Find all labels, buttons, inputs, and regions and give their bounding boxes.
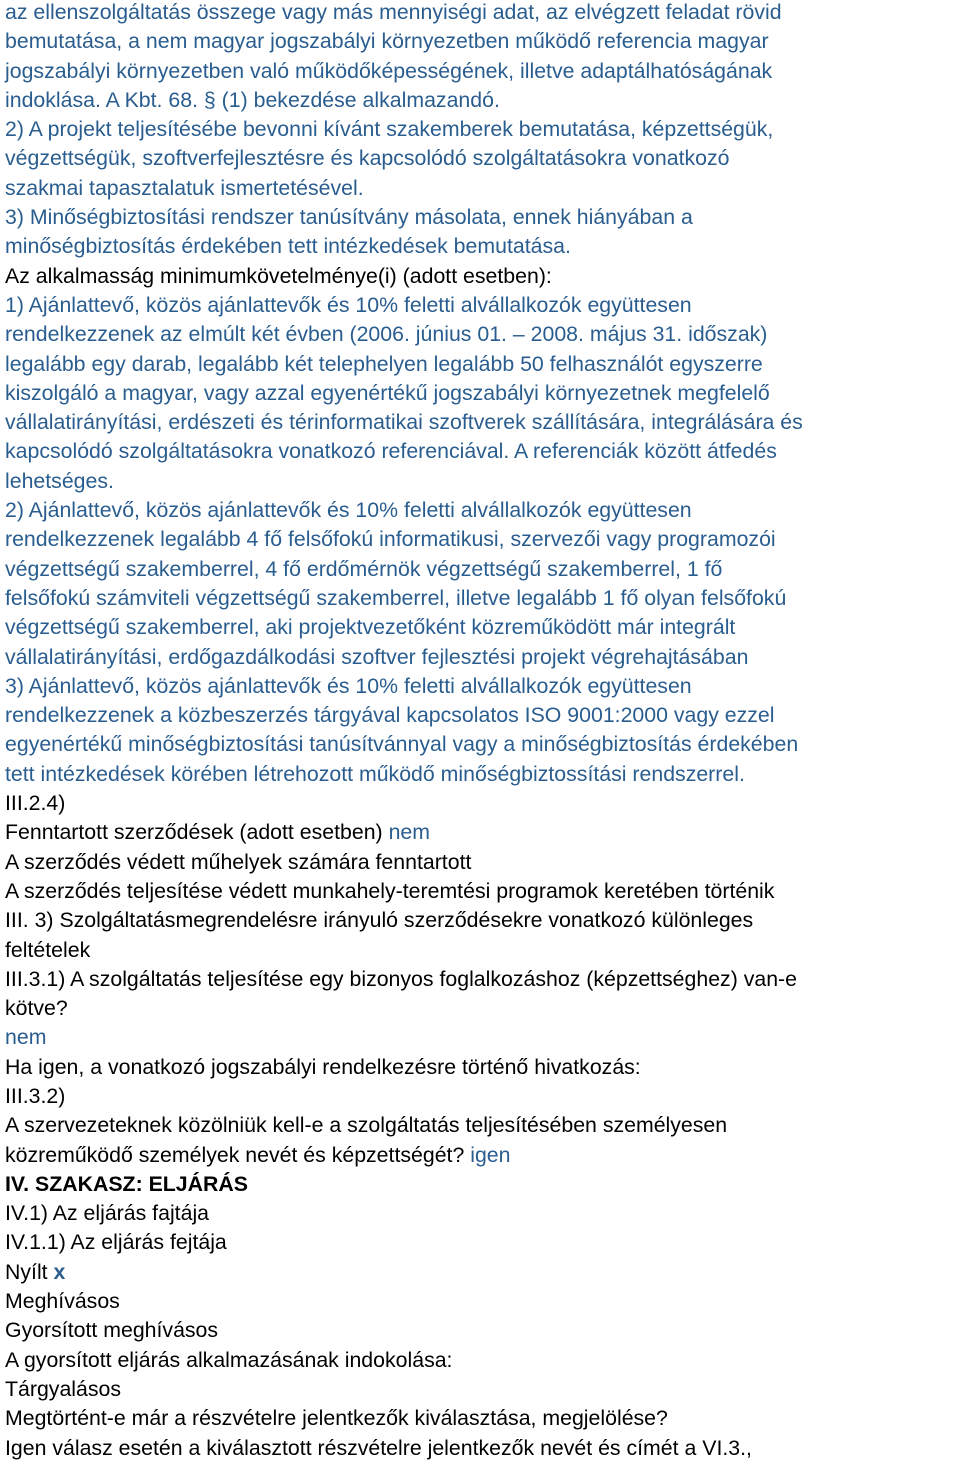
text-line bbox=[5, 144, 957, 173]
text-line bbox=[5, 730, 957, 759]
text-segment: Az alkalmasság minimumkövetelménye(i) (adott esetben): bbox=[5, 263, 552, 288]
text-segment: III. 3) Szolgáltatásmegrendelésre irányuló szerződésekre vonatkozó különleges bbox=[5, 908, 754, 933]
text-segment: IV.1.1) Az eljárás fejtája bbox=[5, 1230, 227, 1255]
text-segment: igen bbox=[470, 1142, 511, 1167]
text-line bbox=[5, 1287, 957, 1316]
text-line bbox=[5, 86, 957, 115]
text-line bbox=[5, 1404, 957, 1433]
text-segment: III.3.1) A szolgáltatás teljesítése egy bizonyos foglalkozáshoz (képzettséghez) van-e bbox=[5, 966, 797, 991]
text-line bbox=[5, 525, 957, 554]
text-segment: Meghívásos bbox=[5, 1289, 120, 1314]
text-line bbox=[5, 1023, 957, 1052]
text-segment: A gyorsított eljárás alkalmazásának indokolása: bbox=[5, 1347, 453, 1372]
text-segment: IV.1) Az eljárás fajtája bbox=[5, 1201, 210, 1226]
text-segment: közreműködő személyek nevét és képzettségét? bbox=[5, 1142, 471, 1167]
text-segment: A szerződés védett műhelyek számára fenntartott bbox=[5, 849, 472, 874]
text-line bbox=[5, 496, 957, 525]
text-line bbox=[5, 467, 957, 496]
text-segment: 1) Ajánlattevő, közös ajánlattevők és 10% feletti alvállalkozók együttesen bbox=[5, 292, 692, 317]
text-line bbox=[5, 848, 957, 877]
text-segment: Fenntartott szerződések (adott esetben) bbox=[5, 820, 389, 845]
text-line bbox=[5, 1346, 957, 1375]
text-segment: minőségbiztosítás érdekében tett intézkedések bemutatása. bbox=[5, 234, 571, 259]
text-segment: legalább egy darab, legalább két telephelyen legalább 50 felhasználót egyszerre bbox=[5, 351, 763, 376]
text-line bbox=[5, 437, 957, 466]
text-segment: Ha igen, a vonatkozó jogszabályi rendelkezésre történő hivatkozás: bbox=[5, 1054, 641, 1079]
text-segment: Igen válasz esetén a kiválasztott részvételre jelentkezők nevét és címét a VI.3., bbox=[5, 1435, 752, 1460]
text-segment: 2) Ajánlattevő, közös ajánlattevők és 10% feletti alvállalkozók együttesen bbox=[5, 498, 692, 523]
text-line bbox=[5, 1111, 957, 1140]
text-line bbox=[5, 701, 957, 730]
text-line bbox=[5, 57, 957, 86]
text-line bbox=[5, 291, 957, 320]
text-segment: III.3.2) bbox=[5, 1083, 66, 1108]
text-line bbox=[5, 408, 957, 437]
text-line bbox=[5, 818, 957, 847]
text-segment: felsőfokú számviteli végzettségű szakemberrel, illetve legalább 1 fő olyan felsőfokú bbox=[5, 585, 787, 610]
text-line bbox=[5, 1199, 957, 1228]
text-line bbox=[5, 672, 957, 701]
text-segment: feltételek bbox=[5, 937, 91, 962]
text-segment: kiszolgáló a magyar, vagy azzal egyenértékű jogszabályi környezetnek megfelelő bbox=[5, 380, 770, 405]
text-line bbox=[5, 203, 957, 232]
text-line bbox=[5, 27, 957, 56]
text-segment: A szerződés teljesítése védett munkahely-teremtési programok keretében történik bbox=[5, 878, 775, 903]
text-segment: végzettségű szakemberrel, aki projektvezetőként közreműködött már integrált bbox=[5, 615, 736, 640]
text-segment: kapcsolódó szolgáltatásokra vonatkozó referenciával. A referenciák között átfedés bbox=[5, 439, 777, 464]
text-line bbox=[5, 906, 957, 935]
text-line bbox=[5, 350, 957, 379]
text-segment: rendelkezzenek legalább 4 fő felsőfokú informatikusi, szervezői vagy programozói bbox=[5, 527, 776, 552]
text-line bbox=[5, 613, 957, 642]
text-line bbox=[5, 1170, 957, 1199]
text-segment: vállalatirányítási, erdőgazdálkodási szoftver fejlesztési projekt végrehajtásában bbox=[5, 644, 749, 669]
text-line bbox=[5, 1053, 957, 1082]
text-line bbox=[5, 877, 957, 906]
text-line bbox=[5, 1082, 957, 1111]
text-segment: Gyorsított meghívásos bbox=[5, 1318, 219, 1343]
text-segment: kötve? bbox=[5, 996, 68, 1021]
text-segment: végzettségük, szoftverfejlesztésre és kapcsolódó szolgáltatásokra vonatkozó bbox=[5, 146, 730, 171]
text-segment: végzettségű szakemberrel, 4 fő erdőmérnök végzettségű szakemberrel, 1 fő bbox=[5, 556, 723, 581]
text-line bbox=[5, 584, 957, 613]
text-line bbox=[5, 262, 957, 291]
text-segment: rendelkezzenek az elmúlt két évben (2006. június 01. – 2008. május 31. időszak) bbox=[5, 322, 768, 347]
text-line bbox=[5, 760, 957, 789]
text-line bbox=[5, 115, 957, 144]
text-segment: jogszabályi környezetben való működőképességének, illetve adaptálhatóságának bbox=[5, 58, 773, 83]
text-segment: lehetséges. bbox=[5, 468, 114, 493]
text-segment: Nyílt bbox=[5, 1259, 54, 1284]
text-segment: Tárgyalásos bbox=[5, 1376, 121, 1401]
text-line bbox=[5, 936, 957, 965]
text-segment: bemutatása, a nem magyar jogszabályi környezetben működő referencia magyar bbox=[5, 29, 769, 54]
text-segment: Megtörtént-e már a részvételre jelentkezők kiválasztása, megjelölése? bbox=[5, 1406, 668, 1431]
text-segment: 2) A projekt teljesítésébe bevonni kívánt szakemberek bemutatása, képzettségük, bbox=[5, 117, 774, 142]
text-line bbox=[5, 232, 957, 261]
text-segment: A szervezeteknek közölniük kell-e a szolgáltatás teljesítésében személyesen bbox=[5, 1113, 728, 1138]
text-segment: 3) Minőségbiztosítási rendszer tanúsítvány másolata, ennek hiányában a bbox=[5, 205, 693, 230]
text-segment: x bbox=[53, 1259, 66, 1284]
text-line bbox=[5, 1228, 957, 1257]
text-segment: rendelkezzenek a közbeszerzés tárgyával kapcsolatos ISO 9001:2000 vagy ezzel bbox=[5, 703, 775, 728]
text-segment: III.2.4) bbox=[5, 791, 66, 816]
text-segment: vállalatirányítási, erdészeti és térinformatikai szoftverek szállítására, integrálására és bbox=[5, 410, 803, 435]
text-segment: szakmai tapasztalatuk ismertetésével. bbox=[5, 175, 364, 200]
text-line bbox=[5, 320, 957, 349]
text-segment: egyenértékű minőségbiztosítási tanúsítvánnyal vagy a minőségbiztosítás érdekében bbox=[5, 732, 799, 757]
text-line bbox=[5, 994, 957, 1023]
document-page bbox=[5, 0, 957, 1463]
text-segment: tett intézkedések körében létrehozott működő minőségbiztossítási rendszerrel. bbox=[5, 761, 745, 786]
text-line bbox=[5, 555, 957, 584]
text-segment: nem bbox=[388, 820, 430, 845]
text-segment: indoklása. A Kbt. 68. § (1) bekezdése alkalmazandó. bbox=[5, 87, 500, 112]
text-line bbox=[5, 1375, 957, 1404]
text-segment: IV. SZAKASZ: ELJÁRÁS bbox=[5, 1171, 248, 1196]
text-line bbox=[5, 379, 957, 408]
text-segment: az ellenszolgáltatás összege vagy más mennyiségi adat, az elvégzett feladat rövid bbox=[5, 0, 782, 24]
text-line bbox=[5, 174, 957, 203]
text-line bbox=[5, 1141, 957, 1170]
text-line bbox=[5, 789, 957, 818]
text-line bbox=[5, 0, 957, 27]
text-segment: 3) Ajánlattevő, közös ajánlattevők és 10% feletti alvállalkozók együttesen bbox=[5, 673, 692, 698]
text-line bbox=[5, 965, 957, 994]
text-segment: nem bbox=[5, 1025, 47, 1050]
text-line bbox=[5, 1316, 957, 1345]
text-line bbox=[5, 1434, 957, 1463]
text-line bbox=[5, 1258, 957, 1287]
text-line bbox=[5, 643, 957, 672]
